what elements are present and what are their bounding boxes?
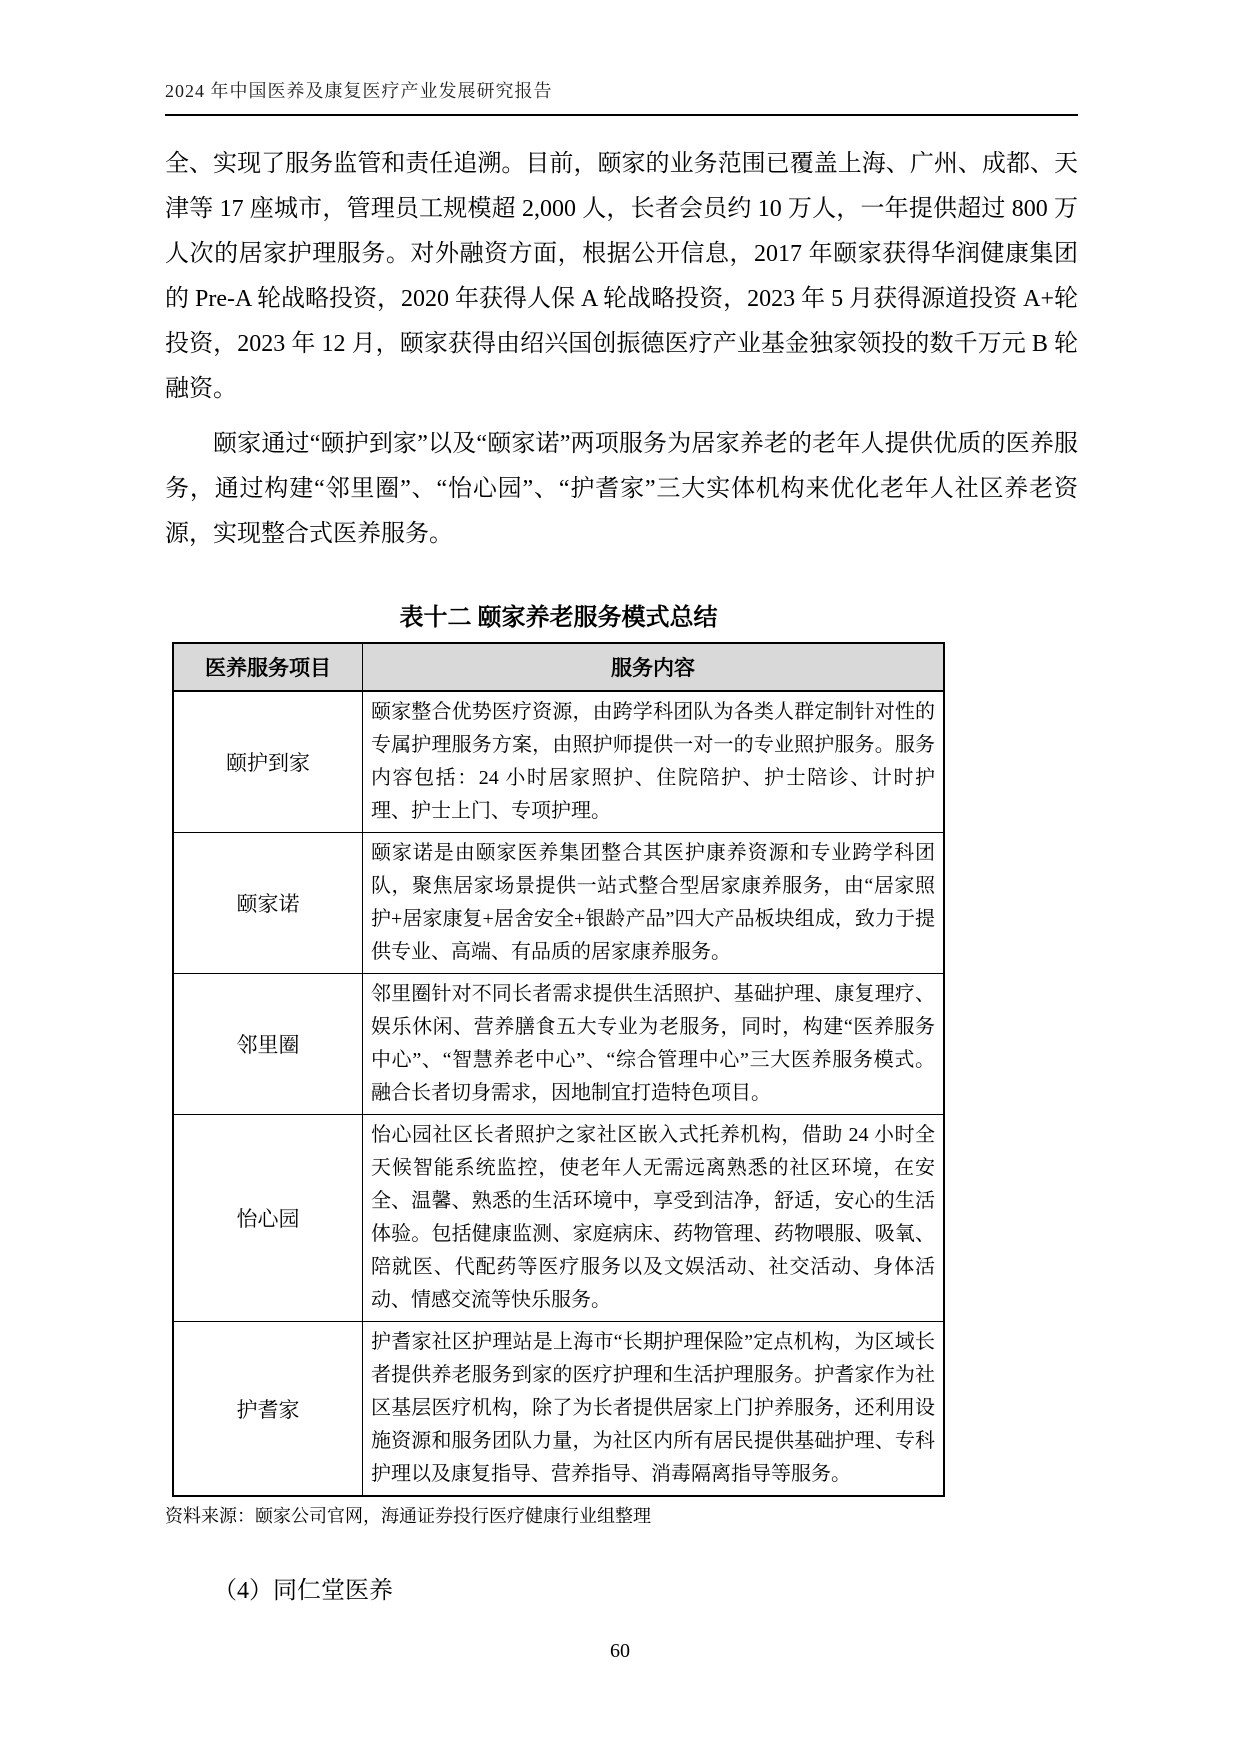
table-header-row bbox=[173, 643, 944, 691]
service-item-name: 怡心园 bbox=[173, 1115, 363, 1322]
paragraph-business-overview: 全、实现了服务监管和责任追溯。目前，颐家的业务范围已覆盖上海、广州、成都、天津等 17 座城市，管理员工规模超 2,000 人，长者会员约 10 万人，一年提供超过 800 万人次的居家护理服务。对外融资方面，根据公开信息，2017 年颐家获得华润健康集团的 Pre-A 轮战略投资，2020 年获得人保 A 轮战略投资，2023 年 5 月获得源道投资 A+轮投资，2023 年 12 月，颐家获得由绍兴国创振德医疗产业基金独家领投的数千万元 B 轮融资。 bbox=[165, 151, 1078, 402]
table-row bbox=[173, 1115, 944, 1322]
service-item-content: 护耆家社区护理站是上海市“长期护理保险”定点机构，为区域长者提供养老服务到家的医疗护理和生活护理服务。护耆家作为社区基层医疗机构，除了为长者提供居家上门护养服务，还利用设施资源和服务团队力量，为社区内所有居民提供基础护理、专科护理以及康复指导、营养指导、消毒隔离指导等服务。 bbox=[363, 1322, 945, 1497]
report-title: 2024 年中国医养及康复医疗产业发展研究报告 bbox=[165, 81, 553, 101]
page-number: 60 bbox=[610, 1640, 630, 1662]
table-row bbox=[173, 691, 944, 833]
service-item-name: 颐家诺 bbox=[173, 833, 363, 974]
service-item-content: 颐家诺是由颐家医养集团整合其医护康养资源和专业跨学科团队，聚焦居家场景提供一站式整合型居家康养服务，由“居家照护+居家康复+居舍安全+银龄产品”四大产品板块组成，致力于提供专业、高端、有品质的居家康养服务。 bbox=[363, 833, 945, 974]
service-item-name: 邻里圈 bbox=[173, 974, 363, 1115]
service-item-name: 护耆家 bbox=[173, 1322, 363, 1497]
table-caption: 表十二 颐家养老服务模式总结 bbox=[399, 605, 718, 631]
page-header bbox=[165, 78, 1078, 116]
service-item-content: 颐家整合优势医疗资源，由跨学科团队为各类人群定制针对性的专属护理服务方案，由照护师提供一对一的专业照护服务。服务内容包括：24 小时居家照护、住院陪护、护士陪诊、计时护理、护士上门、专项护理。 bbox=[363, 691, 945, 833]
table-row bbox=[173, 1322, 944, 1497]
column-header-service-content: 服务内容 bbox=[363, 643, 945, 691]
service-item-content: 怡心园社区长者照护之家社区嵌入式托养机构，借助 24 小时全天候智能系统监控，使老年人无需远离熟悉的社区环境，在安全、温馨、熟悉的生活环境中，享受到洁净，舒适，安心的生活体验。包括健康监测、家庭病床、药物管理、药物喂服、吸氧、陪就医、代配药等医疗服务以及文娱活动、社交活动、身体活动、情感交流等快乐服务。 bbox=[363, 1115, 945, 1322]
table-row bbox=[173, 974, 944, 1115]
service-model-table bbox=[172, 642, 945, 1497]
table-row bbox=[173, 833, 944, 974]
service-item-name: 颐护到家 bbox=[173, 691, 363, 833]
section-subheading: （4）同仁堂医养 bbox=[213, 1578, 393, 1604]
column-header-service-item: 医养服务项目 bbox=[173, 643, 363, 691]
paragraph-service-intro: 颐家通过“颐护到家”以及“颐家诺”两项服务为居家养老的老年人提供优质的医养服务，通过构建“邻里圈”、“怡心园”、“护耆家”三大实体机构来优化老年人社区养老资源，实现整合式医养服务。 bbox=[165, 431, 1078, 547]
source-note: 资料来源：颐家公司官网，海通证券投行医疗健康行业组整理 bbox=[165, 1506, 651, 1526]
service-item-content: 邻里圈针对不同长者需求提供生活照护、基础护理、康复理疗、娱乐休闲、营养膳食五大专业为老服务，同时，构建“医养服务中心”、“智慧养老中心”、“综合管理中心”三大医养服务模式。融合长者切身需求，因地制宜打造特色项目。 bbox=[363, 974, 945, 1115]
